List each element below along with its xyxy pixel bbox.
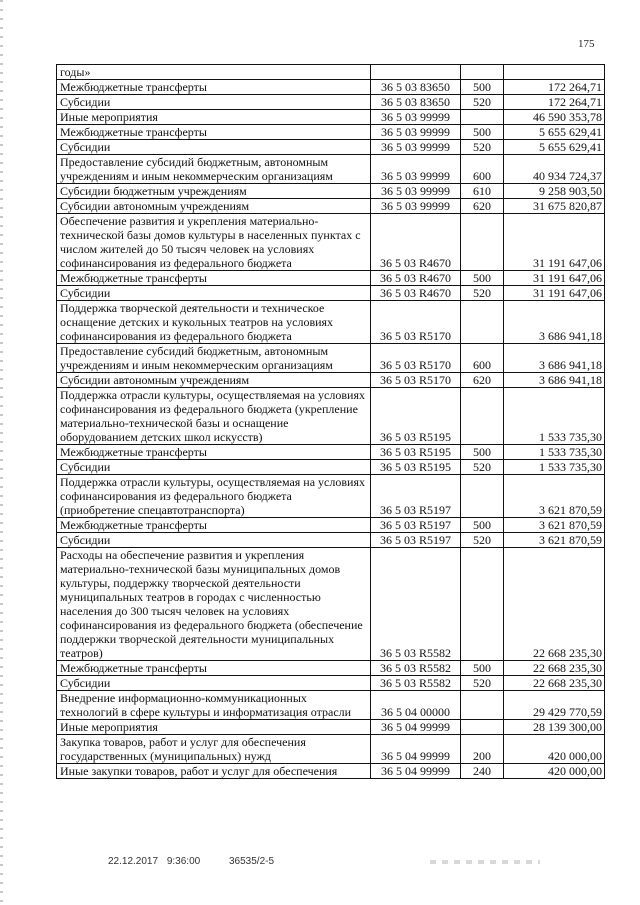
cell-name: годы» [57, 65, 371, 80]
cell-code: 36 5 03 R5170 [371, 301, 461, 344]
cell-code: 36 5 03 99999 [371, 184, 461, 199]
cell-expense-type: 520 [461, 676, 504, 691]
table-row [57, 475, 605, 518]
cell-amount: 31 191 647,06 [504, 271, 605, 286]
cell-expense-type: 620 [461, 373, 504, 388]
cell-expense-type: 620 [461, 199, 504, 214]
cell-code: 36 5 03 83650 [371, 80, 461, 95]
cell-name: Иные закупки товаров, работ и услуг для обеспечения [57, 764, 371, 779]
table-row [57, 140, 605, 155]
cell-code: 36 5 03 99999 [371, 140, 461, 155]
cell-amount: 3 686 941,18 [504, 344, 605, 373]
table-row [57, 518, 605, 533]
table-row [57, 691, 605, 720]
table-row [57, 388, 605, 445]
table-row [57, 110, 605, 125]
table-row [57, 271, 605, 286]
cell-name: Межбюджетные трансферты [57, 445, 371, 460]
cell-name: Закупка товаров, работ и услуг для обеспечения государственных (муниципальных) нужд [57, 735, 371, 764]
scan-noise-mark [430, 860, 540, 864]
cell-code: 36 5 03 R5582 [371, 661, 461, 676]
table-row [57, 548, 605, 661]
cell-expense-type: 520 [461, 286, 504, 301]
cell-name: Субсидии [57, 676, 371, 691]
cell-expense-type: 600 [461, 344, 504, 373]
cell-code: 36 5 03 R4670 [371, 214, 461, 271]
budget-table [56, 64, 605, 779]
cell-name: Субсидии бюджетным учреждениям [57, 184, 371, 199]
cell-expense-type: 500 [461, 661, 504, 676]
table-row [57, 95, 605, 110]
cell-name: Субсидии автономным учреждениям [57, 373, 371, 388]
cell-amount: 5 655 629,41 [504, 125, 605, 140]
table-row [57, 764, 605, 779]
cell-expense-type [461, 214, 504, 271]
cell-code: 36 5 03 99999 [371, 155, 461, 184]
table-row [57, 373, 605, 388]
table-row [57, 125, 605, 140]
table-row [57, 155, 605, 184]
cell-name: Субсидии [57, 140, 371, 155]
cell-expense-type [461, 548, 504, 661]
cell-code: 36 5 03 R5197 [371, 533, 461, 548]
cell-name: Субсидии [57, 460, 371, 475]
cell-amount: 172 264,71 [504, 95, 605, 110]
cell-expense-type: 520 [461, 140, 504, 155]
cell-amount: 31 191 647,06 [504, 286, 605, 301]
cell-code: 36 5 03 83650 [371, 95, 461, 110]
cell-expense-type: 200 [461, 735, 504, 764]
budget-table-body [57, 65, 605, 779]
cell-expense-type [461, 720, 504, 735]
cell-name: Внедрение информационно-коммуникационных технологий в сфере культуры и информатизация отрасли [57, 691, 371, 720]
cell-name: Поддержка отрасли культуры, осуществляемая на условиях софинансирования из федерального бюджета (укрепление материально-технической базы и оснащение оборудованием детских школ искусств) [57, 388, 371, 445]
cell-expense-type: 500 [461, 445, 504, 460]
cell-code: 36 5 03 R5582 [371, 676, 461, 691]
cell-expense-type: 500 [461, 271, 504, 286]
cell-code: 36 5 03 99999 [371, 199, 461, 214]
cell-code: 36 5 03 R5195 [371, 388, 461, 445]
table-row [57, 445, 605, 460]
cell-code: 36 5 03 R5582 [371, 548, 461, 661]
cell-code: 36 5 03 R4670 [371, 286, 461, 301]
cell-amount: 22 668 235,30 [504, 661, 605, 676]
cell-expense-type [461, 65, 504, 80]
table-row [57, 720, 605, 735]
table-row [57, 533, 605, 548]
cell-amount: 22 668 235,30 [504, 548, 605, 661]
cell-name: Предоставление субсидий бюджетным, автономным учреждениям и иным некоммерческим организациям [57, 155, 371, 184]
page-footer [108, 856, 294, 867]
cell-amount [504, 65, 605, 80]
cell-amount: 3 621 870,59 [504, 533, 605, 548]
cell-code: 36 5 03 99999 [371, 110, 461, 125]
cell-expense-type: 500 [461, 518, 504, 533]
cell-code: 36 5 03 R5197 [371, 518, 461, 533]
cell-name: Межбюджетные трансферты [57, 661, 371, 676]
table-row [57, 735, 605, 764]
table-row [57, 80, 605, 95]
cell-expense-type: 520 [461, 460, 504, 475]
cell-code: 36 5 04 99999 [371, 764, 461, 779]
cell-name: Межбюджетные трансферты [57, 518, 371, 533]
cell-code: 36 5 03 R4670 [371, 271, 461, 286]
table-row [57, 65, 605, 80]
cell-code [371, 65, 461, 80]
cell-code: 36 5 03 R5170 [371, 344, 461, 373]
cell-name: Межбюджетные трансферты [57, 271, 371, 286]
cell-amount: 420 000,00 [504, 735, 605, 764]
cell-amount: 3 686 941,18 [504, 373, 605, 388]
footer-document-id: 36535/2-5 [228, 856, 275, 867]
cell-code: 36 5 03 R5195 [371, 445, 461, 460]
cell-amount: 9 258 903,50 [504, 184, 605, 199]
cell-name: Поддержка отрасли культуры, осуществляемая на условиях софинансирования из федерального бюджета (приобретение спецавтотранспорта) [57, 475, 371, 518]
table-row [57, 184, 605, 199]
scan-edge-marks [0, 0, 3, 905]
cell-expense-type [461, 301, 504, 344]
table-row [57, 460, 605, 475]
cell-amount: 31 675 820,87 [504, 199, 605, 214]
table-row [57, 286, 605, 301]
cell-name: Расходы на обеспечение развития и укрепления материально-технической базы муниципальных домов культуры, поддержку творческой деятельности муниципальных театров в городах с численностью населения до 300 тысяч человек на условиях софинансирования из федерального бюджета (обеспечение поддержки творческой деятельности муниципальных театров) [57, 548, 371, 661]
cell-name: Субсидии автономным учреждениям [57, 199, 371, 214]
cell-expense-type: 500 [461, 125, 504, 140]
cell-expense-type: 500 [461, 80, 504, 95]
cell-expense-type [461, 110, 504, 125]
table-row [57, 301, 605, 344]
cell-amount: 46 590 353,78 [504, 110, 605, 125]
cell-amount: 29 429 770,59 [504, 691, 605, 720]
cell-name: Межбюджетные трансферты [57, 125, 371, 140]
cell-code: 36 5 04 99999 [371, 735, 461, 764]
cell-amount: 3 621 870,59 [504, 518, 605, 533]
cell-name: Обеспечение развития и укрепления материально-технической базы домов культуры в населенных пунктах с числом жителей до 50 тысяч человек на условиях софинансирования из федерального бюджета [57, 214, 371, 271]
page-number: 175 [578, 38, 595, 50]
cell-name: Поддержка творческой деятельности и техническое оснащение детских и кукольных театров на условиях софинансирования из федерального бюджета [57, 301, 371, 344]
cell-name: Субсидии [57, 286, 371, 301]
cell-amount: 28 139 300,00 [504, 720, 605, 735]
cell-name: Иные мероприятия [57, 110, 371, 125]
cell-name: Субсидии [57, 95, 371, 110]
cell-expense-type: 520 [461, 533, 504, 548]
cell-code: 36 5 04 99999 [371, 720, 461, 735]
cell-expense-type: 520 [461, 95, 504, 110]
cell-expense-type: 610 [461, 184, 504, 199]
cell-code: 36 5 04 00000 [371, 691, 461, 720]
cell-code: 36 5 03 R5195 [371, 460, 461, 475]
cell-amount: 172 264,71 [504, 80, 605, 95]
cell-name: Межбюджетные трансферты [57, 80, 371, 95]
cell-code: 36 5 03 99999 [371, 125, 461, 140]
cell-amount: 3 686 941,18 [504, 301, 605, 344]
cell-expense-type: 240 [461, 764, 504, 779]
cell-amount: 22 668 235,30 [504, 676, 605, 691]
cell-code: 36 5 03 R5170 [371, 373, 461, 388]
cell-expense-type [461, 691, 504, 720]
cell-amount: 5 655 629,41 [504, 140, 605, 155]
cell-expense-type [461, 475, 504, 518]
cell-name: Иные мероприятия [57, 720, 371, 735]
footer-datetime: 22.12.2017 9:36:00 [108, 856, 201, 867]
table-row [57, 344, 605, 373]
cell-expense-type [461, 388, 504, 445]
table-row [57, 661, 605, 676]
cell-amount: 3 621 870,59 [504, 475, 605, 518]
cell-amount: 420 000,00 [504, 764, 605, 779]
cell-amount: 1 533 735,30 [504, 460, 605, 475]
table-row [57, 199, 605, 214]
cell-amount: 1 533 735,30 [504, 445, 605, 460]
cell-code: 36 5 03 R5197 [371, 475, 461, 518]
table-row [57, 214, 605, 271]
table-row [57, 676, 605, 691]
cell-expense-type: 600 [461, 155, 504, 184]
cell-name: Субсидии [57, 533, 371, 548]
cell-amount: 40 934 724,37 [504, 155, 605, 184]
cell-amount: 1 533 735,30 [504, 388, 605, 445]
cell-amount: 31 191 647,06 [504, 214, 605, 271]
cell-name: Предоставление субсидий бюджетным, автономным учреждениям и иным некоммерческим организациям [57, 344, 371, 373]
